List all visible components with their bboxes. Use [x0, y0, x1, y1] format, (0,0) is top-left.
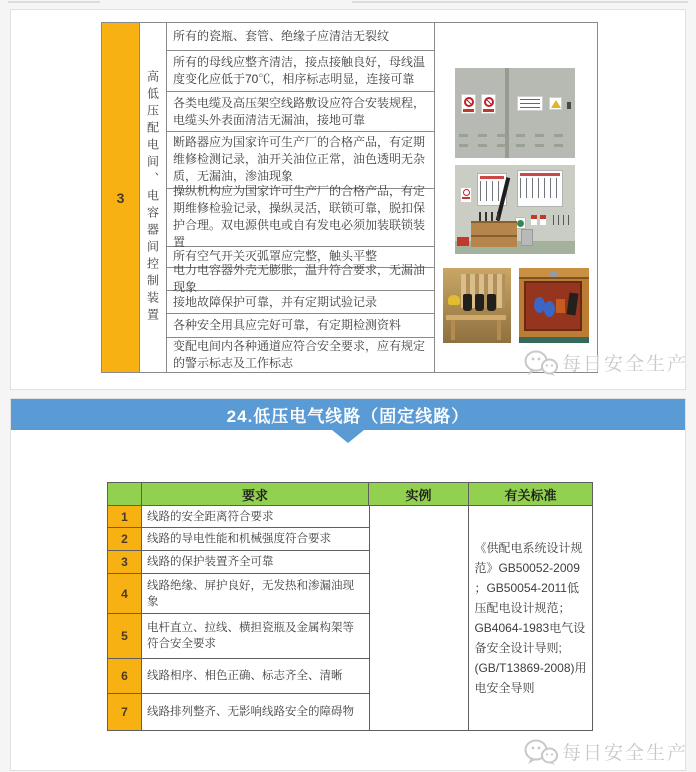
requirement-row: 操纵机构应为国家许可生产厂的合格产品，有定期维修检验记录，操纵灵活，联锁可靠，脱扣保护合理。双电源供电或自有发电必须加装联锁装置: [167, 189, 434, 247]
photo-cabinet-doors: [455, 68, 575, 158]
orange-part: [556, 299, 565, 313]
standards-cell: 《供配电系统设计规范》GB50052-2009 ；GB50054-2011低压配电设计规范；GB4064-1983电气设备安全设计导则;(GB/T13869-2008)用电安全导则: [468, 506, 592, 730]
warning-sign: [549, 97, 562, 110]
photo-insulated-tool-case: [519, 268, 589, 343]
rack-leg: [497, 320, 501, 340]
board-title-bar: [480, 176, 504, 179]
requirement-cell: 线路的安全距离符合要求: [147, 510, 274, 523]
requirement-cell: 电杆直立、拉线、横担瓷瓶及金属构架等符合安全要求: [147, 622, 354, 650]
table-row: [108, 574, 369, 614]
hanging-tools: [553, 215, 569, 225]
row-number-cell: 7: [108, 694, 142, 730]
requirement-cell: 线路排列整齐、无影响线路安全的障碍物: [147, 706, 354, 718]
safety-helmet: [448, 295, 460, 305]
photo-diagram-boards-wall: [455, 165, 575, 254]
prohibition-sign: [461, 94, 476, 114]
table-header-row: [108, 483, 592, 506]
requirement-row: 断路器应为国家许可生产厂的合格产品，有定期维修检测记录，油开关油位正常，油色透明无杂质，无漏油，渗油现象: [167, 132, 434, 189]
case-latch: [550, 272, 558, 277]
requirement-row: 各种安全用具应完好可靠，有定期检测资料: [167, 314, 434, 338]
vent-slots: [459, 134, 571, 137]
section-3-card: [10, 9, 686, 390]
sign-label-strip: [463, 109, 474, 112]
diagram-board: [517, 170, 563, 207]
wechat-logo-icon: [524, 350, 558, 376]
column-header-standard: 有关标准: [468, 483, 592, 505]
watermark: [524, 738, 688, 765]
prohibition-icon: [464, 97, 474, 107]
category-cell: [140, 23, 167, 372]
bench-shelf: [471, 235, 517, 237]
hanging-tag: [540, 215, 546, 225]
example-photos-column: [435, 23, 597, 372]
requirement-row: 变配电间内各种通道应符合安全要求，应有规定的警示标志及工作标志: [173, 339, 426, 370]
row-number-cell: 4: [108, 574, 142, 613]
section-3-table: [101, 22, 598, 373]
requirement-rows: [108, 506, 369, 730]
table-row: [108, 506, 369, 528]
column-header-example: 实例: [368, 483, 468, 505]
category-vertical-label: 高低压配电间、电容器间控制装置: [145, 70, 160, 325]
requirement-row: 所有的瓷瓶、套管、绝缘子应清洁无裂纹: [167, 23, 434, 51]
row-number-cell: 1: [108, 506, 142, 527]
notice-plate: [517, 96, 543, 111]
rack-leg: [451, 320, 455, 340]
column-header-number: [108, 483, 142, 505]
example-cell: [369, 506, 469, 730]
table-row: [108, 528, 369, 551]
banner-pointer-triangle: [332, 430, 364, 443]
photo-insulating-boots-rack: [443, 268, 511, 343]
prohibition-sign: [460, 187, 472, 203]
notice-text-lines: [520, 99, 540, 108]
requirement-row: 所有的母线应整齐清洁，接点接触良好，母线温度变化应低于70℃，相序标志明显，连接可靠: [167, 51, 434, 93]
requirement-row: 各类电缆及高压架空线路敷设应符合安装规程，电缆头外表面清洁无漏油，接地可靠: [167, 92, 434, 132]
watermark: [524, 349, 688, 376]
red-box: [457, 237, 469, 246]
requirements-column: [167, 23, 435, 372]
row-index-cell: 3: [102, 23, 140, 372]
case-interior: [524, 281, 582, 331]
requirement-cell: 线路相序、相色正确、标志齐全、清晰: [147, 670, 343, 682]
prohibition-sign: [481, 94, 496, 114]
dark-tool: [567, 292, 579, 315]
hanging-tag: [531, 215, 537, 225]
row-number-cell: 2: [108, 528, 142, 550]
watermark-text: 每日安全生产: [561, 743, 688, 764]
table-row: [108, 614, 369, 659]
page-top-divider-right: [352, 1, 688, 3]
vent-slots: [459, 144, 571, 147]
blue-insulator: [544, 301, 555, 317]
table-row: [108, 659, 369, 694]
requirement-row: 电力电容器外壳无膨胀，温升符合要求，无漏油现象: [167, 268, 434, 291]
row-number-cell: 5: [108, 614, 142, 658]
wooden-bench: [471, 221, 517, 247]
row-number-cell: 3: [108, 551, 142, 573]
table-row: [108, 694, 369, 730]
case-edge: [519, 337, 589, 343]
bucket: [521, 229, 533, 246]
requirement-cell: 线路的导电性能和机械强度符合要求: [147, 533, 331, 545]
requirement-row: 所有空气开关灭弧罩应完整，触头平整: [167, 247, 434, 269]
rack-pegs: [479, 212, 499, 221]
column-header-requirement: 要求: [241, 487, 268, 503]
sign-label-strip: [483, 109, 494, 112]
prohibition-icon: [463, 189, 470, 196]
page-top-divider-left: [8, 1, 100, 3]
insulating-boots: [463, 294, 496, 311]
requirement-cell: 线路绝缘、屏护良好，无发热和渗漏油现象: [147, 579, 354, 608]
wechat-logo-icon: [524, 739, 558, 765]
row-number-cell: 6: [108, 659, 142, 693]
board-diagram-lines: [520, 178, 560, 198]
safety-icon: [517, 220, 524, 227]
watermark-text: 每日安全生产: [561, 354, 688, 375]
warning-triangle-icon: [551, 100, 561, 108]
sign-label-strip: [462, 197, 470, 199]
door-handle: [567, 102, 571, 109]
section-banner: [11, 399, 685, 430]
prohibition-icon: [484, 97, 494, 107]
line-requirements-table: [107, 482, 593, 731]
table-row: [108, 551, 369, 574]
requirement-cell: 线路的保护装置齐全可靠: [147, 556, 274, 568]
board-title-bar: [520, 173, 560, 176]
table-body: [108, 506, 592, 730]
banner-title: 24.低压电气线路（固定线路）: [226, 407, 470, 426]
requirement-row: 接地故障保护可靠，并有定期试验记录: [167, 291, 434, 314]
section-24-card: [10, 398, 686, 771]
